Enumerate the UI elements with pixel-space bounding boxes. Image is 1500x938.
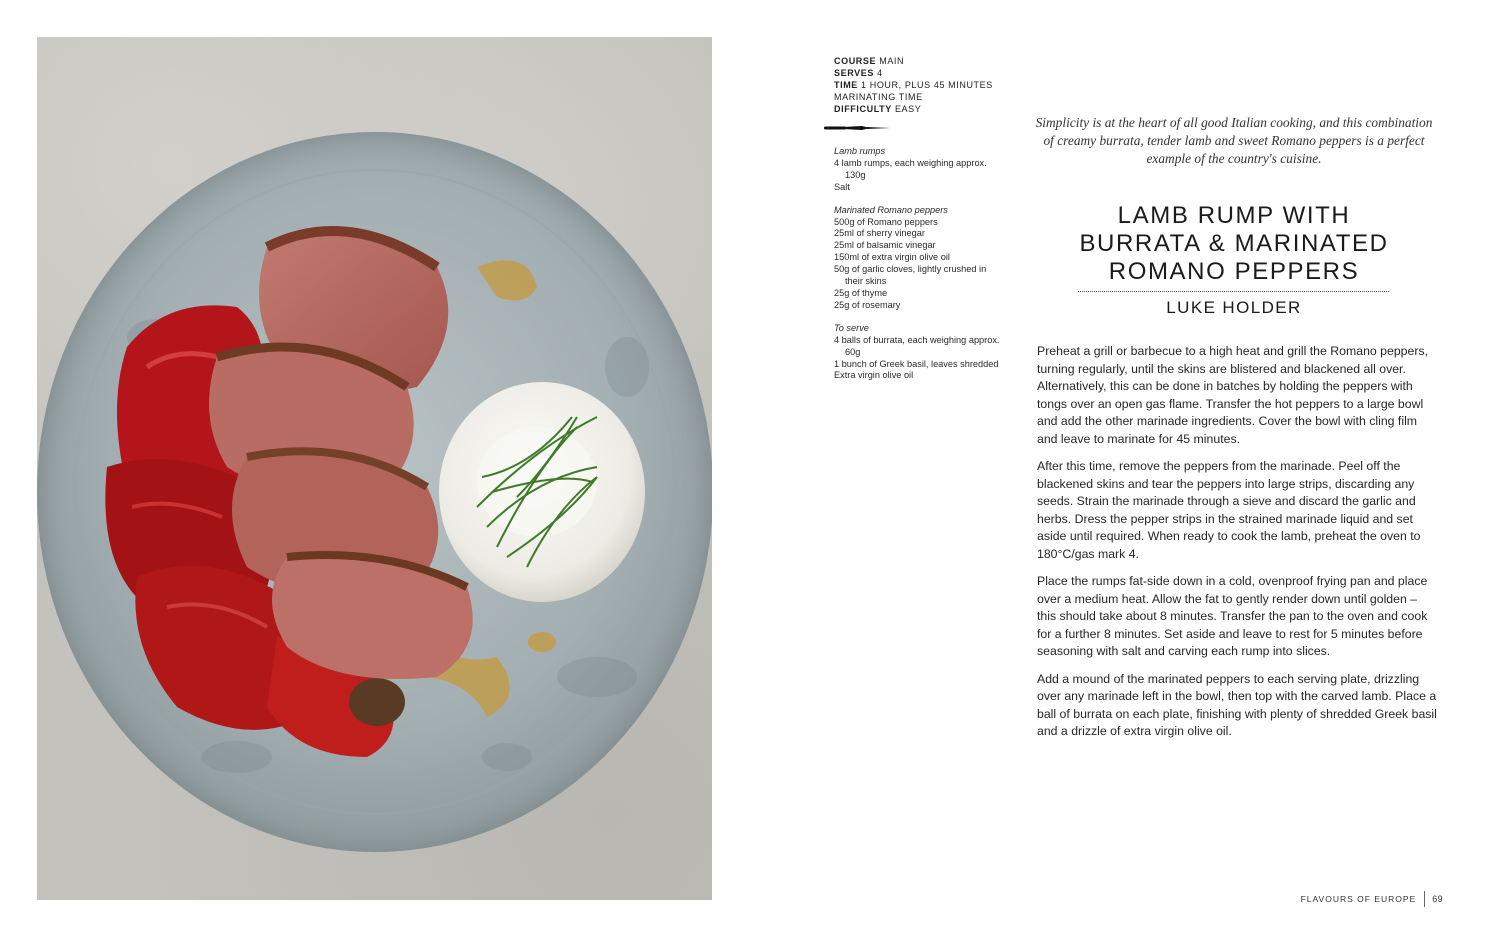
section-name: FLAVOURS OF EUROPE — [1300, 894, 1417, 904]
title-line: LAMB RUMP WITH — [1117, 202, 1351, 229]
ingredient-item: 1 bunch of Greek basil, leaves shredded — [834, 358, 999, 369]
ingredient-item: 25g of thyme — [834, 287, 888, 298]
group-title: Marinated Romano peppers — [834, 204, 948, 215]
ingredient-item: 500g of Romano peppers — [834, 216, 938, 227]
title-line: ROMANO PEPPERS — [1108, 258, 1360, 285]
knife-icon — [822, 123, 892, 133]
group-title: Lamb rumps — [834, 146, 886, 156]
ingredient-item: 4 lamb rumps, each weighing approx. 130g — [834, 157, 987, 180]
recipe-title — [1034, 202, 1434, 286]
chef-name: LUKE HOLDER — [1166, 298, 1302, 317]
difficulty-line: DIFFICULTY EASY — [834, 104, 922, 114]
page-footer — [1301, 891, 1443, 907]
burrata — [439, 382, 645, 602]
ingredient-group-serve — [834, 323, 1004, 383]
ingredient-item: Extra virgin olive oil — [834, 370, 914, 381]
footer-divider — [1424, 891, 1425, 907]
method-step: Place the rumps fat-side down in a cold, ovenproof frying pan and place over a medium heat. Allow the fat to gently render down until golden – this should take about 8 minutes. Transfer the pan to the oven and cook for a further 8 minutes. Set aside and leave to rest for 5 minutes before seasoning with salt and carving each rump into slices. — [1037, 574, 1428, 658]
recipe-meta — [834, 55, 994, 115]
ingredient-item: 25ml of sherry vinegar — [834, 228, 925, 239]
ingredient-item: 25g of rosemary — [834, 299, 901, 310]
ingredients-list — [834, 146, 1004, 393]
ingredient-item: 50g of garlic cloves, lightly crushed in their skins — [834, 264, 987, 287]
ingredient-item: 4 balls of burrata, each weighing approx. 60g — [834, 334, 1000, 357]
title-line: BURRATA & MARINATED — [1079, 230, 1389, 257]
method-step: Add a mound of the marinated peppers to each serving plate, drizzling over any marinade left in the bowl, then top with the carved lamb. Place a ball of burrata on each plate, finishing with plenty of shredded Greek basil and a drizzle of extra virgin olive oil. — [1037, 671, 1437, 738]
course-line: COURSE MAIN — [834, 56, 905, 66]
page-number: 69 — [1432, 894, 1443, 904]
ingredient-item: 150ml of extra virgin olive oil — [834, 252, 950, 263]
title-divider — [1078, 291, 1389, 292]
method-step: Preheat a grill or barbecue to a high heat and grill the Romano peppers, turning regularly, until the skins are blistered and blackened all over. Alternatively, this can be done in batches by holding the peppers with tongs over an open gas flame. Transfer the hot peppers to a large bowl and add the other marinade ingredients. Cover the bowl with cling film and leave to marinate for 45 minutes. — [1037, 344, 1429, 446]
group-title: To serve — [834, 322, 869, 333]
time-line: TIME 1 HOUR, PLUS 45 MINUTES MARINATING TIME — [834, 80, 993, 102]
ingredient-item: Salt — [834, 181, 850, 192]
recipe-intro: Simplicity is at the heart of all good Italian cooking, and this combination of creamy burrata, tender lamb and sweet Romano peppers is a perfect example of the country's cuisine. — [1035, 115, 1433, 166]
ingredient-group-peppers — [834, 205, 1004, 312]
ingredient-item: 25ml of balsamic vinegar — [834, 240, 936, 251]
method-step: After this time, remove the peppers from the marinade. Peel off the blackened skins and tear the peppers into large strips, discarding any seeds. Strain the marinade through a sieve and discard the garlic and herbs. Dress the pepper strips in the strained marinade liquid and set aside until required. When ready to cook the lamb, preheat the oven to 180°C/gas mark 4. — [1037, 459, 1421, 561]
method-text — [1037, 343, 1439, 751]
food-photo — [37, 37, 712, 900]
serves-line: SERVES 4 — [834, 68, 883, 78]
plate-illustration — [37, 37, 712, 900]
ingredient-group-lamb — [834, 146, 1004, 194]
